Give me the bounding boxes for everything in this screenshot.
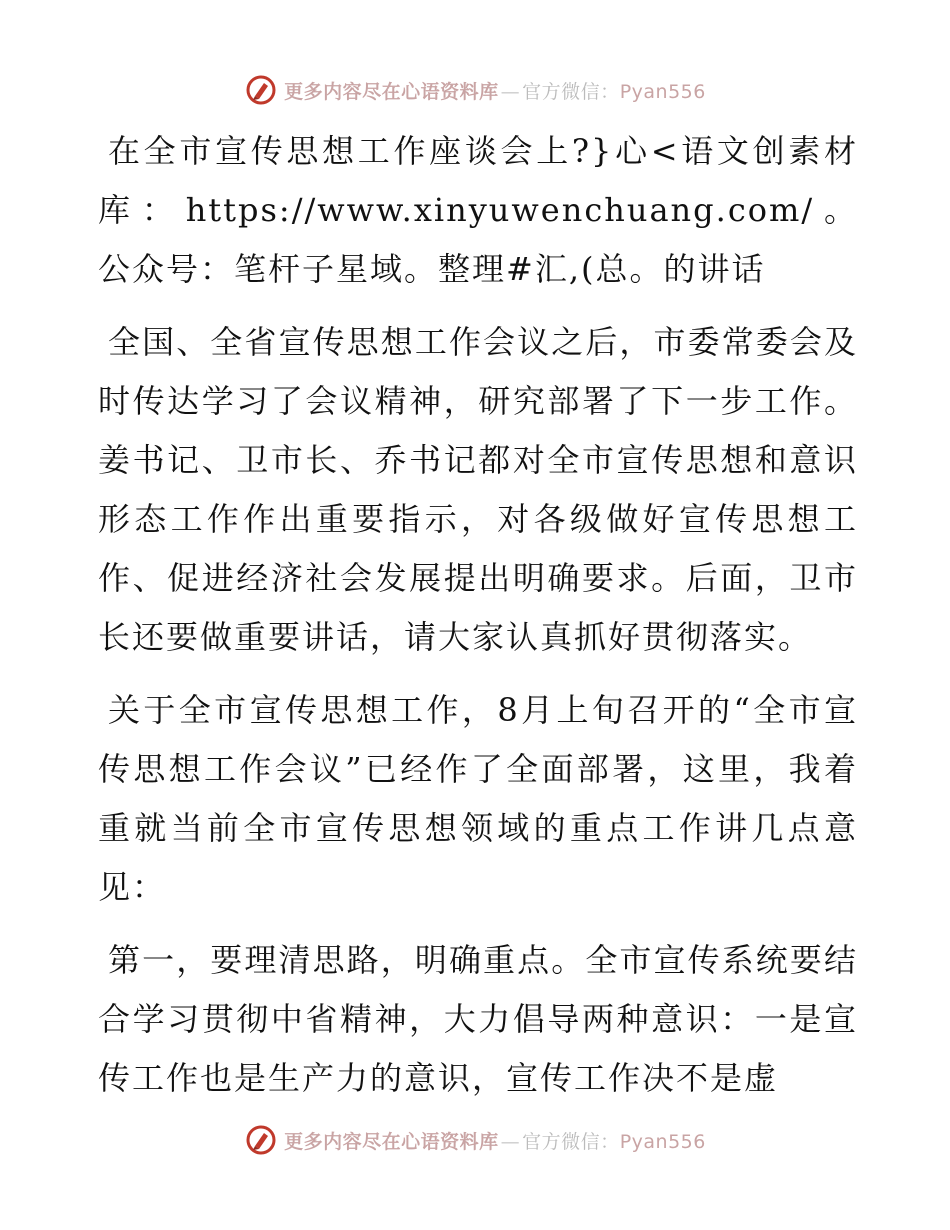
brand-logo-icon xyxy=(244,1123,278,1157)
paragraph: 第一，要理清思路，明确重点。全市宣传系统要结合学习贯彻中省精神，大力倡导两种意识：一是宣传工作也是生产力的意识，宣传工作决不是虚 xyxy=(98,941,858,1097)
banner-brand-text: 更多内容尽在心语资料库 xyxy=(284,1130,499,1153)
banner-brand-text: 更多内容尽在心语资料库 xyxy=(284,80,499,103)
banner-separator: — xyxy=(500,80,521,103)
paragraph: 关于全市宣传思想工作，8月上旬召开的“全市宣传思想工作会议”已经作了全面部署，这里，我着重就当前全市宣传思想领域的重点工作讲几点意见： xyxy=(98,691,858,906)
banner-text xyxy=(284,77,706,104)
banner-wechat-label: 官方微信： xyxy=(522,1130,620,1153)
paragraph: 全国、全省宣传思想工作会议之后，市委常委会及时传达学习了会议精神，研究部署了下一步工作。姜书记、卫市长、乔书记都对全市宣传思想和意识形态工作作出重要指示，对各级做好宣传思想工作、促进经济社会发展提出明确要求。后面，卫市长还要做重要讲话，请大家认真抓好贯彻落实。 xyxy=(98,323,858,656)
banner-wechat-label: 官方微信： xyxy=(522,80,620,103)
document-body xyxy=(98,122,858,1122)
banner-wechat-id: Pyan556 xyxy=(619,80,706,103)
header-banner xyxy=(0,70,950,110)
banner-separator: — xyxy=(500,1130,521,1153)
footer-banner xyxy=(0,1120,950,1160)
banner-text xyxy=(284,1127,706,1154)
brand-logo-icon xyxy=(244,73,278,107)
paragraph-title: 在全市宣传思想工作座谈会上?}心<语文创素材库：https://www.xinyuwenchuang.com/。公众号：笔杆子星域。整理#汇,(总。的讲话 xyxy=(98,132,858,288)
banner-wechat-id: Pyan556 xyxy=(619,1130,706,1153)
